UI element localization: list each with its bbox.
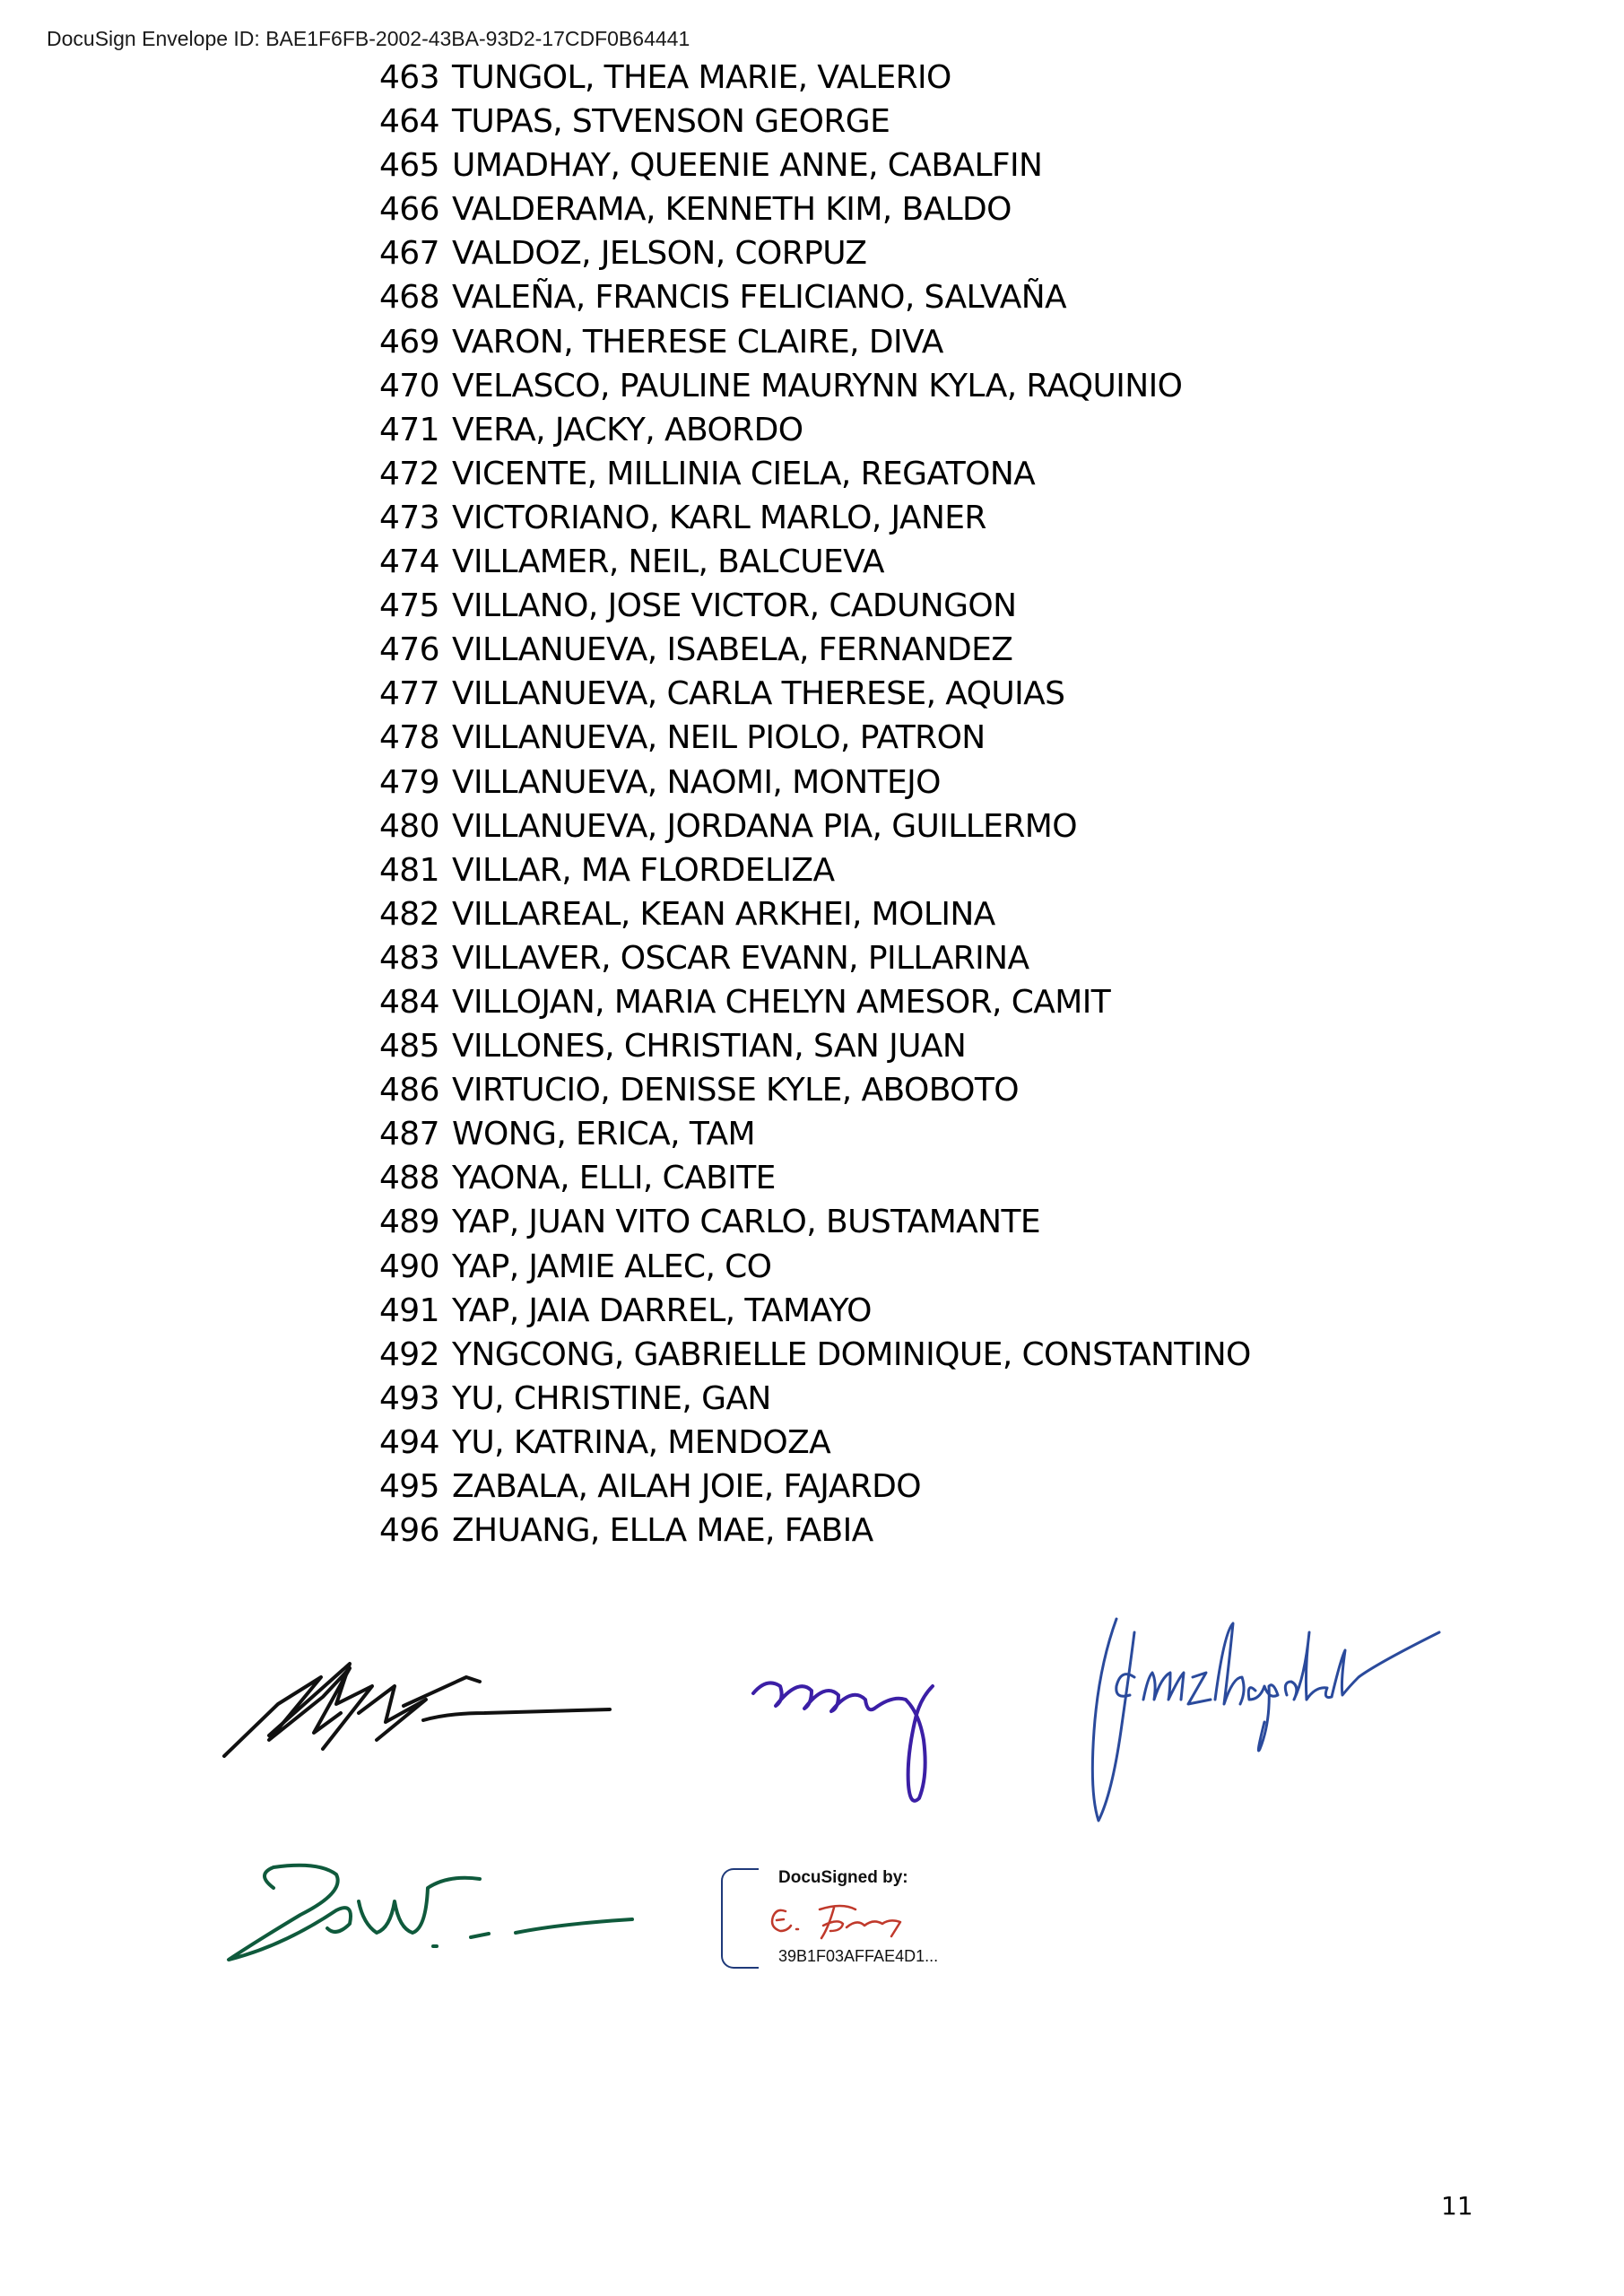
list-item-number: 488	[379, 1160, 439, 1197]
list-item-name: VILLAMER, NEIL, BALCUEVA	[452, 544, 884, 581]
list-item-number: 484	[379, 983, 439, 1021]
list-item-name: YU, CHRISTINE, GAN	[452, 1379, 771, 1417]
list-item-number: 479	[379, 763, 439, 801]
signature-blue	[1081, 1614, 1448, 1830]
list-item-name: VILLONES, CHRISTIAN, SAN JUAN	[452, 1028, 967, 1065]
list-item-number: 495	[379, 1468, 439, 1505]
list-item-number: 475	[379, 587, 439, 625]
list-item	[379, 408, 1251, 452]
signature-black	[215, 1650, 628, 1776]
list-item	[379, 672, 1251, 716]
list-item-name: VALEÑA, FRANCIS FELICIANO, SALVAÑA	[452, 279, 1067, 317]
list-item-name: WONG, ERICA, TAM	[452, 1116, 755, 1153]
list-item	[379, 320, 1251, 364]
list-item-name: VILLANUEVA, CARLA THERESE, AQUIAS	[452, 675, 1065, 713]
signature-purple	[749, 1659, 973, 1812]
list-item	[379, 100, 1251, 144]
docusign-stamp	[721, 1868, 1017, 1972]
list-item	[379, 1377, 1251, 1421]
list-item-name: VILLANUEVA, NAOMI, MONTEJO	[452, 763, 941, 801]
list-item-number: 464	[379, 103, 439, 141]
list-item	[379, 1024, 1251, 1068]
list-item-number: 492	[379, 1335, 439, 1373]
list-item-name: VILLAR, MA FLORDELIZA	[452, 851, 835, 889]
list-item-name: VICENTE, MILLINIA CIELA, REGATONA	[452, 455, 1036, 492]
list-item-number: 481	[379, 851, 439, 889]
list-item	[379, 1509, 1251, 1552]
list-item	[379, 584, 1251, 628]
list-item-name: TUPAS, STVENSON GEORGE	[452, 103, 890, 141]
list-item	[379, 275, 1251, 319]
list-item-name: TUNGOL, THEA MARIE, VALERIO	[452, 59, 951, 96]
list-item-name: YAP, JUAN VITO CARLO, BUSTAMANTE	[452, 1204, 1041, 1241]
name-list	[379, 56, 1251, 1552]
list-item-number: 470	[379, 367, 439, 404]
list-item-name: VILLOJAN, MARIA CHELYN AMESOR, CAMIT	[452, 983, 1111, 1021]
list-item-number: 486	[379, 1072, 439, 1109]
list-item-number: 474	[379, 544, 439, 581]
list-item	[379, 936, 1251, 980]
list-item	[379, 1156, 1251, 1200]
list-item	[379, 364, 1251, 408]
list-item-name: VILLANUEVA, JORDANA PIA, GUILLERMO	[452, 807, 1077, 845]
list-item-name: VILLANUEVA, ISABELA, FERNANDEZ	[452, 631, 1013, 669]
list-item-name: ZABALA, AILAH JOIE, FAJARDO	[452, 1468, 921, 1505]
list-item-name: YAONA, ELLI, CABITE	[452, 1160, 776, 1197]
list-item	[379, 496, 1251, 540]
list-item-number: 494	[379, 1423, 439, 1461]
list-item	[379, 892, 1251, 936]
list-item	[379, 1200, 1251, 1244]
list-item-number: 468	[379, 279, 439, 317]
list-item-number: 485	[379, 1028, 439, 1065]
list-item	[379, 804, 1251, 848]
list-item-number: 467	[379, 235, 439, 273]
list-item	[379, 1465, 1251, 1509]
list-item-number: 469	[379, 323, 439, 361]
page-number: 11	[1441, 2191, 1473, 2221]
list-item-name: VALDERAMA, KENNETH KIM, BALDO	[452, 191, 1012, 229]
list-item	[379, 628, 1251, 672]
list-item-number: 480	[379, 807, 439, 845]
list-item-number: 478	[379, 719, 439, 757]
docusign-label: DocuSigned by:	[775, 1868, 912, 1888]
signature-green	[220, 1839, 641, 1991]
list-item-name: VILLANUEVA, NEIL PIOLO, PATRON	[452, 719, 986, 757]
list-item	[379, 231, 1251, 275]
list-item-name: YAP, JAIA DARREL, TAMAYO	[452, 1292, 872, 1329]
list-item-name: YAP, JAMIE ALEC, CO	[452, 1248, 772, 1285]
list-item-number: 477	[379, 675, 439, 713]
list-item	[379, 56, 1251, 100]
list-item-number: 465	[379, 147, 439, 185]
list-item-name: YNGCONG, GABRIELLE DOMINIQUE, CONSTANTINO	[452, 1335, 1251, 1373]
list-item	[379, 1333, 1251, 1377]
list-item-number: 476	[379, 631, 439, 669]
list-item	[379, 716, 1251, 760]
list-item-name: UMADHAY, QUEENIE ANNE, CABALFIN	[452, 147, 1043, 185]
list-item	[379, 1068, 1251, 1112]
list-item	[379, 848, 1251, 892]
list-item-number: 482	[379, 895, 439, 933]
list-item	[379, 452, 1251, 496]
list-item	[379, 1289, 1251, 1333]
list-item-name: VIRTUCIO, DENISSE KYLE, ABOBOTO	[452, 1072, 1020, 1109]
list-item	[379, 187, 1251, 231]
list-item	[379, 540, 1251, 584]
list-item-number: 487	[379, 1116, 439, 1153]
list-item-number: 489	[379, 1204, 439, 1241]
list-item	[379, 1245, 1251, 1289]
list-item	[379, 761, 1251, 804]
list-item-name: VILLAVER, OSCAR EVANN, PILLARINA	[452, 939, 1029, 977]
list-item-number: 483	[379, 939, 439, 977]
list-item-name: VILLANO, JOSE VICTOR, CADUNGON	[452, 587, 1017, 625]
list-item-number: 471	[379, 411, 439, 448]
list-item-number: 466	[379, 191, 439, 229]
list-item-name: VILLAREAL, KEAN ARKHEI, MOLINA	[452, 895, 995, 933]
list-item-number: 491	[379, 1292, 439, 1329]
docusign-frame	[721, 1868, 759, 1969]
list-item-name: ZHUANG, ELLA MAE, FABIA	[452, 1512, 873, 1550]
list-item-number: 493	[379, 1379, 439, 1417]
list-item-name: VICTORIANO, KARL MARLO, JANER	[452, 499, 986, 536]
list-item-name: VELASCO, PAULINE MAURYNN KYLA, RAQUINIO	[452, 367, 1183, 404]
list-item	[379, 1112, 1251, 1156]
list-item-name: YU, KATRINA, MENDOZA	[452, 1423, 831, 1461]
list-item-name: VARON, THERESE CLAIRE, DIVA	[452, 323, 943, 361]
list-item-number: 490	[379, 1248, 439, 1285]
list-item-name: VERA, JACKY, ABORDO	[452, 411, 803, 448]
list-item-number: 472	[379, 455, 439, 492]
list-item	[379, 1421, 1251, 1465]
signature-red	[757, 1892, 927, 1947]
envelope-id: DocuSign Envelope ID: BAE1F6FB-2002-43BA-93D2-17CDF0B64441	[47, 27, 690, 50]
list-item-name: VALDOZ, JELSON, CORPUZ	[452, 235, 867, 273]
docusign-id: 39B1F03AFFAE4D1...	[775, 1947, 942, 1966]
list-item	[379, 144, 1251, 187]
list-item	[379, 980, 1251, 1024]
list-item-number: 463	[379, 59, 439, 96]
list-item-number: 496	[379, 1512, 439, 1550]
list-item-number: 473	[379, 499, 439, 536]
